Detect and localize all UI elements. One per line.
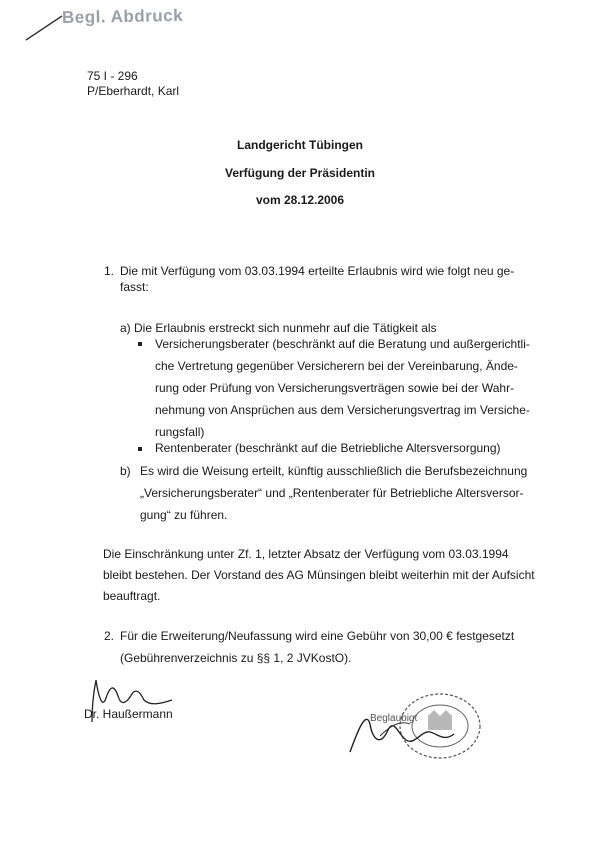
bullet-1-line: rungsfall) <box>155 425 205 439</box>
item-1b-line: „Versicherungsberater“ und „Rentenberater für Betriebliche Altersversor- <box>140 486 524 500</box>
bullet-marker <box>138 342 142 346</box>
item-1-line: Die mit Verfügung vom 03.03.1994 erteilte Erlaubnis wird wie folgt neu ge- <box>120 264 515 278</box>
paragraph-line: beauftragt. <box>103 589 161 603</box>
item-1b-line: Es wird die Weisung erteilt, künftig ausschließlich die Berufsbezeichnung <box>140 464 528 478</box>
item-1-line: fasst: <box>120 280 149 294</box>
decree-date: vom 28.12.2006 <box>255 193 345 207</box>
court-heading: Landgericht Tübingen <box>237 138 363 152</box>
stamp-slash-mark <box>24 12 64 42</box>
seal-label: Beglaubigt <box>370 713 418 724</box>
paragraph-line: Die Einschränkung unter Zf. 1, letzter Absatz der Verfügung vom 03.03.1994 <box>103 547 509 561</box>
bullet-1-line: rung oder Prüfung von Versicherungsverträgen sowie bei der Wahr- <box>155 381 515 395</box>
bullet-1-line: nehmung von Ansprüchen aus dem Versicherungsvertrag im Versiche- <box>155 403 530 417</box>
reference-block <box>87 69 179 99</box>
item-1b-label: b) <box>120 464 131 478</box>
item-2-line: Für die Erweiterung/Neufassung wird eine Gebühr von 30,00 € festgesetzt <box>120 629 515 643</box>
bullet-marker <box>138 447 142 451</box>
signatory-name: Dr. Haußermann <box>84 707 173 721</box>
bullet-1-line: Versicherungsberater (beschränkt auf die Beratung und außergerichtli- <box>155 337 530 351</box>
item-1a-label: a) Die Erlaubnis erstreckt sich nunmehr auf die Tätigkeit als <box>120 321 437 335</box>
item-2-number: 2. <box>104 629 115 643</box>
item-2-line: (Gebührenverzeichnis zu §§ 1, 2 JVKostO). <box>120 651 352 665</box>
item-1b-line: gung“ zu führen. <box>140 508 228 522</box>
reference-name: P/Eberhardt, Karl <box>87 84 180 98</box>
decree-title: Verfügung der Präsidentin <box>224 166 376 180</box>
official-seal <box>340 690 500 770</box>
item-1-number: 1. <box>104 264 115 278</box>
copy-stamp: Begl. Abdruck <box>61 5 184 28</box>
bullet-2-line: Rentenberater (beschränkt auf die Betriebliche Altersversorgung) <box>155 441 501 455</box>
bullet-1-line: che Vertretung gegenüber Versicherern bei der Vereinbarung, Ände- <box>155 359 518 373</box>
paragraph-line: bleibt bestehen. Der Vorstand des AG Münsingen bleibt weiterhin mit der Aufsicht <box>103 568 535 582</box>
reference-number: 75 I - 296 <box>87 69 138 83</box>
